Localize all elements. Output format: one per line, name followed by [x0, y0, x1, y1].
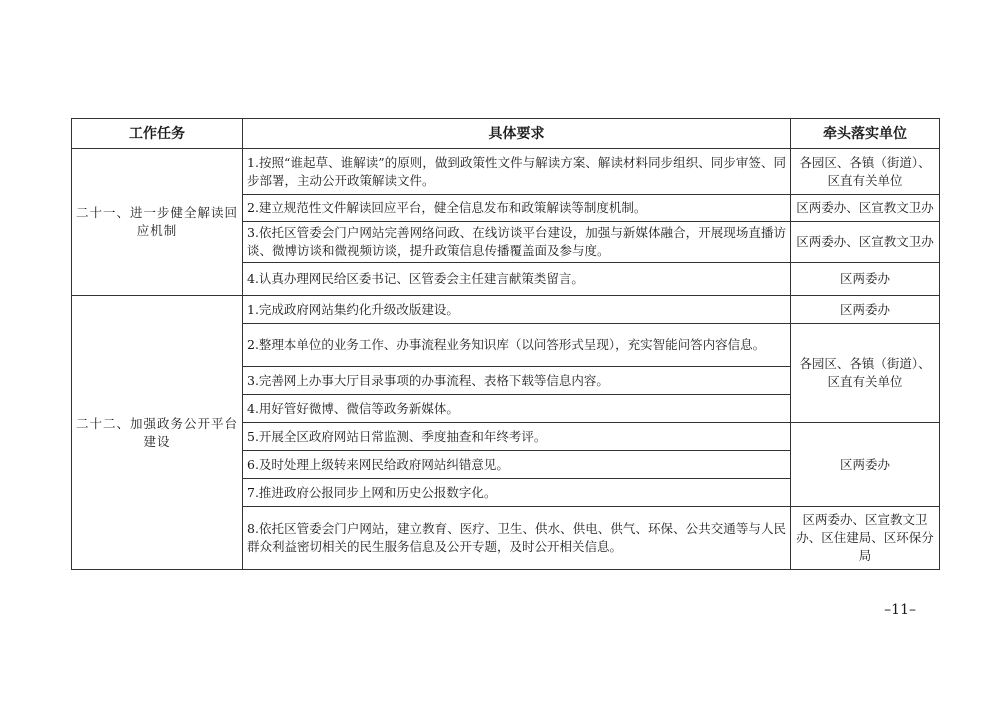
requirement-cell: 1.完成政府网站集约化升级改版建设。: [243, 296, 791, 324]
unit-cell: 区两委办、区宣教文卫办: [791, 195, 940, 222]
unit-cell: 区两委办、区宣教文卫办: [791, 222, 940, 263]
requirement-cell: 3.完善网上办事大厅目录事项的办事流程、表格下载等信息内容。: [243, 367, 791, 395]
unit-cell: 区两委办: [791, 263, 940, 296]
unit-cell: 区两委办: [791, 423, 940, 507]
unit-cell: 各园区、各镇（街道）、区直有关单位: [791, 324, 940, 423]
requirement-cell: 4.认真办理网民给区委书记、区管委会主任建言献策类留言。: [243, 263, 791, 296]
header-requirement: 具体要求: [243, 119, 791, 149]
requirement-cell: 5.开展全区政府网站日常监测、季度抽查和年终考评。: [243, 423, 791, 451]
requirement-cell: 6.及时处理上级转来网民给政府网站纠错意见。: [243, 451, 791, 479]
requirement-cell: 3.依托区管委会门户网站完善网络问政、在线访谈平台建设，加强与新媒体融合，开展现场直播访谈、微博访谈和微视频访谈，提升政策信息传播覆盖面及参与度。: [243, 222, 791, 263]
page-number: –11–: [884, 602, 916, 618]
unit-cell: 区两委办、区宣教文卫办、区住建局、区环保分局: [791, 507, 940, 570]
work-task-table: [71, 118, 940, 570]
table-header-row: [72, 119, 940, 149]
requirement-cell: 7.推进政府公报同步上网和历史公报数字化。: [243, 479, 791, 507]
requirement-cell: 8.依托区管委会门户网站，建立教育、医疗、卫生、供水、供电、供气、环保、公共交通等与人民群众利益密切相关的民生服务信息及公开专题，及时公开相关信息。: [243, 507, 791, 570]
header-unit: 牵头落实单位: [791, 119, 940, 149]
requirement-cell: 2.建立规范性文件解读回应平台，健全信息发布和政策解读等制度机制。: [243, 195, 791, 222]
task-cell: 二十一、进一步健全解读回应机制: [72, 149, 243, 296]
unit-cell: 区两委办: [791, 296, 940, 324]
table-row: [72, 149, 940, 195]
table-row: [72, 296, 940, 324]
header-task: 工作任务: [72, 119, 243, 149]
requirement-cell: 4.用好管好微博、微信等政务新媒体。: [243, 395, 791, 423]
requirement-cell: 2.整理本单位的业务工作、办事流程业务知识库（以问答形式呈现），充实智能问答内容信息。: [243, 324, 791, 367]
unit-cell: 各园区、各镇（街道）、区直有关单位: [791, 149, 940, 195]
task-cell: 二十二、加强政务公开平台建设: [72, 296, 243, 570]
requirement-cell: 1.按照“谁起草、谁解读”的原则，做到政策性文件与解读方案、解读材料同步组织、同步审签、同步部署，主动公开政策解读文件。: [243, 149, 791, 195]
